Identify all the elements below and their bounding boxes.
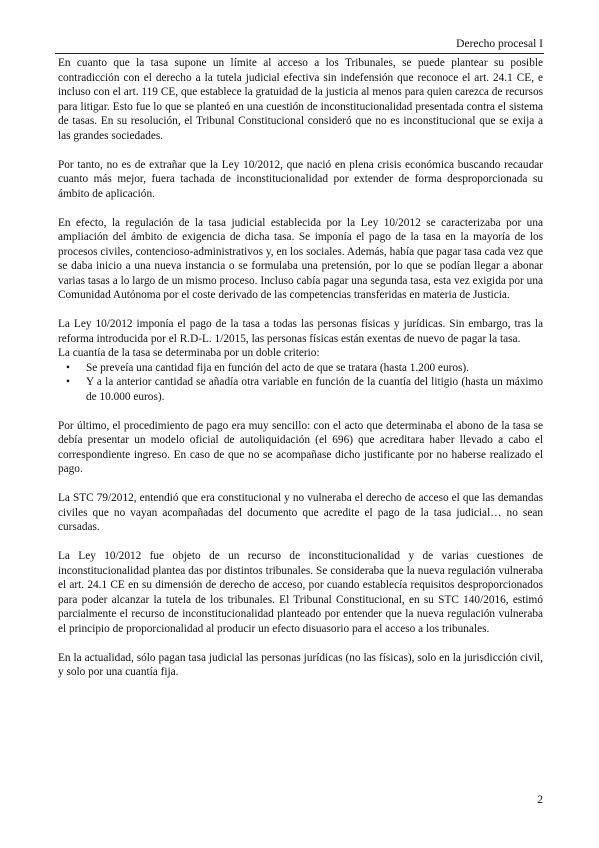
paragraph-7: La STC 79/2012, entendió que era constitucional y no vulneraba el derecho de acceso el que las demandas civiles que no vayan acompañadas del documento que acredite el pago de la tasa judicial… no sean cursadas. — [58, 492, 543, 533]
paragraph-9: En la actualidad, sólo pagan tasa judicial las personas jurídicas (no las físicas), solo en la jurisdicción civil, y solo por una cuantía fija. — [58, 651, 543, 678]
list-item — [58, 375, 543, 404]
list-item — [58, 361, 543, 376]
list-item-text: Se preveía una cantidad fija en función del acto de que se tratara (hasta 1.200 euros). — [86, 361, 469, 374]
bullet-icon: • — [66, 361, 70, 374]
bullet-icon: • — [66, 376, 70, 388]
running-header: Derecho procesal I — [456, 38, 543, 50]
paragraph-5: La cuantía de la tasa se determinaba por un doble criterio: — [58, 347, 320, 359]
paragraph-8: La Ley 10/2012 fue objeto de un recurso de inconstitucionalidad y de varias cuestiones de inconstitucionalidad plantea das por distintos tribunales. Se consideraba que la nueva regulación vulneraba el art. 24.1 CE en su dimensión de derecho de acceso, por cuando establecía requisitos desproporcionados para poder alcanzar la tutela de los tribunales. El Tribunal Constitucional, en su STC 140/2016, estimó parcialmente el recurso de inconstitucionalidad planteado por entender que la nueva regulación vulneraba el principio de proporcionalidad al producir un efecto disuasorio para el acceso a los tribunales. — [58, 550, 543, 635]
page-number: 2 — [537, 794, 543, 806]
list-item-text: Y a la anterior cantidad se añadía otra variable en función de la cuantía del litigio (hasta un máximo de 10.000 euros). — [86, 376, 543, 403]
paragraph-1: En cuanto que la tasa supone un límite al acceso a los Tribunales, se puede plantear su posible contradicción con el derecho a la tutela judicial efectiva sin indefensión que reconoce el art. 24.1 CE, e incluso con el art. 119 CE, que establece la gratuidad de la justicia al menos para quien carezca de recursos para litigar. Esto fue lo que se planteó en una cuestión de inconstitucionalidad presentada contra el sistema de tasas. En su resolución, el Tribunal Constitucional consideró que no es inconstitucional que se exija a las grandes sociedades. — [58, 57, 543, 142]
criteria-list — [58, 361, 543, 405]
page-body — [58, 56, 543, 694]
paragraph-3: En efecto, la regulación de la tasa judicial establecida por la Ley 10/2012 se caracterizaba por una ampliación del ámbito de exigencia de dicha tasa. Se imponía el pago de la tasa en la mayoría de los procesos civiles, contencioso-administrativos y, en los sociales. Además, había que pagar tasa cada vez que se daba inicio a una nueva instancia o se formulaba una pretensión, por lo que se podían llegar a abonar varias tasas a lo largo de un mismo proceso. Incluso cabía pagar una segunda tasa, esta vez exigida por una Comunidad Autónoma por el coste derivado de las competencias transferidas en materia de Justicia. — [58, 216, 543, 301]
header-rule — [55, 53, 544, 54]
paragraph-6: Por último, el procedimiento de pago era muy sencillo: con el acto que determinaba el abono de la tasa se debía presentar un modelo oficial de autoliquidación (el 696) que acreditara haber llevado a cabo el correspondiente ingreso. En caso de que no se acompañase dicho justificante por no haberse realizado el pago. — [58, 419, 543, 475]
paragraph-4: La Ley 10/2012 imponía el pago de la tasa a todas las personas físicas y jurídicas. Sin embargo, tras la reforma introducida por el R.D-L. 1/2015, las personas físicas están exentas de nuevo de pagar la tasa. — [58, 318, 543, 345]
paragraph-2: Por tanto, no es de extrañar que la Ley 10/2012, que nació en plena crisis económica buscando recaudar cuanto más mejor, fuera tachada de inconstitucionalidad por extender de forma desproporcionada su ámbito de aplicación. — [58, 158, 543, 200]
